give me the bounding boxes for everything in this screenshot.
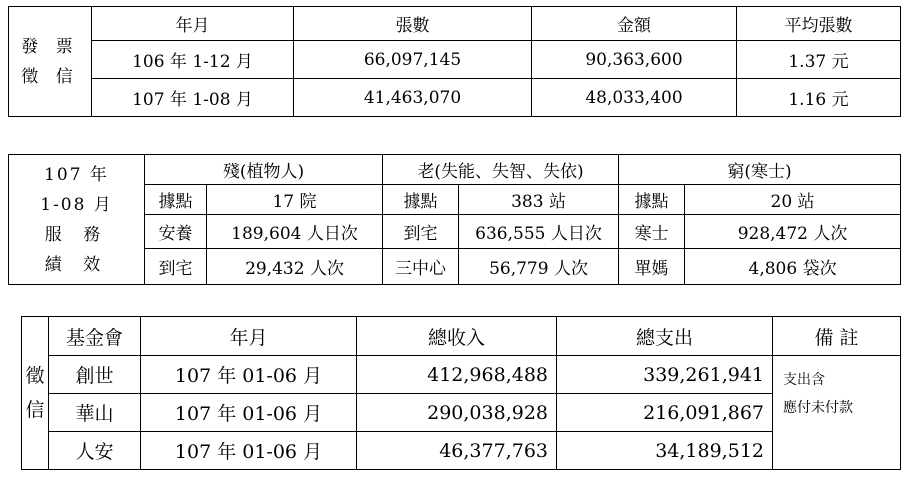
foundation-expense: 34,189,512 xyxy=(557,432,773,470)
foundation-side-label-line2: 信 xyxy=(25,399,45,421)
header-foundation: 基金會 xyxy=(49,317,141,356)
group-disabled: 殘(植物人) xyxy=(145,155,383,185)
invoice-amount: 90,363,600 xyxy=(532,41,737,79)
header-remarks: 備 註 xyxy=(773,317,901,356)
group-elderly: 老(失能、失智、失依) xyxy=(383,155,619,185)
foundation-income: 46,377,763 xyxy=(357,432,557,470)
foundation-income: 412,968,488 xyxy=(357,356,557,394)
remarks-note xyxy=(773,356,901,470)
invoice-side-label-line1: 發 票 xyxy=(21,36,79,57)
foundation-expense: 339,261,941 xyxy=(557,356,773,394)
service-type: 安養 xyxy=(145,215,207,249)
remarks-note-line1: 支出含 xyxy=(783,372,825,388)
service-type: 寒士 xyxy=(619,215,685,249)
invoice-side-label-line2: 徵 信 xyxy=(21,66,79,87)
invoice-count: 66,097,145 xyxy=(294,41,532,79)
service-value: 189,604 人日次 xyxy=(207,215,383,249)
remarks-note-line2: 應付未付款 xyxy=(783,400,853,416)
service-side-label-line2: 1-08 月 xyxy=(40,194,113,215)
base-count: 20 站 xyxy=(685,185,901,215)
invoice-amount: 48,033,400 xyxy=(532,79,737,117)
invoice-average: 1.37 元 xyxy=(737,41,901,79)
service-side-label-line3: 服 務 xyxy=(44,224,109,245)
invoice-row xyxy=(9,41,901,79)
invoice-header-amount: 金額 xyxy=(532,7,737,41)
group-poor: 窮(寒士) xyxy=(619,155,901,185)
foundation-finance-table xyxy=(21,316,901,470)
header-expense: 總支出 xyxy=(557,317,773,356)
foundation-name: 人安 xyxy=(49,432,141,470)
foundation-row xyxy=(22,432,901,470)
invoice-average: 1.16 元 xyxy=(737,79,901,117)
service-type: 三中心 xyxy=(383,249,459,285)
service-side-label-line1: 107 年 xyxy=(44,164,109,185)
invoice-count: 41,463,070 xyxy=(294,79,532,117)
header-period: 年月 xyxy=(141,317,357,356)
invoice-header-count: 張數 xyxy=(294,7,532,41)
invoice-period: 107 年 1-08 月 xyxy=(92,79,294,117)
foundation-income: 290,038,928 xyxy=(357,394,557,432)
service-side-label xyxy=(9,155,145,285)
foundation-name: 華山 xyxy=(49,394,141,432)
foundation-side-label-line1: 徵 xyxy=(25,365,45,387)
header-income: 總收入 xyxy=(357,317,557,356)
foundation-side-label xyxy=(22,317,49,470)
invoice-header-period: 年月 xyxy=(92,7,294,41)
service-value: 29,432 人次 xyxy=(207,249,383,285)
service-value: 4,806 袋次 xyxy=(685,249,901,285)
foundation-row xyxy=(22,356,901,394)
base-count: 17 院 xyxy=(207,185,383,215)
service-value: 636,555 人日次 xyxy=(459,215,619,249)
service-value: 56,779 人次 xyxy=(459,249,619,285)
foundation-period: 107 年 01-06 月 xyxy=(141,394,357,432)
invoice-side-label xyxy=(9,7,92,117)
base-label: 據點 xyxy=(619,185,685,215)
base-count: 383 站 xyxy=(459,185,619,215)
service-performance-table xyxy=(8,154,901,285)
foundation-row xyxy=(22,394,901,432)
invoice-header-average: 平均張數 xyxy=(737,7,901,41)
service-value: 928,472 人次 xyxy=(685,215,901,249)
invoice-period: 106 年 1-12 月 xyxy=(92,41,294,79)
invoice-row xyxy=(9,79,901,117)
base-label: 據點 xyxy=(145,185,207,215)
service-type: 到宅 xyxy=(145,249,207,285)
foundation-period: 107 年 01-06 月 xyxy=(141,432,357,470)
base-label: 據點 xyxy=(383,185,459,215)
service-type: 到宅 xyxy=(383,215,459,249)
foundation-name: 創世 xyxy=(49,356,141,394)
invoice-table xyxy=(8,6,901,117)
service-side-label-line4: 績 效 xyxy=(44,254,109,275)
foundation-period: 107 年 01-06 月 xyxy=(141,356,357,394)
service-type: 單媽 xyxy=(619,249,685,285)
foundation-expense: 216,091,867 xyxy=(557,394,773,432)
